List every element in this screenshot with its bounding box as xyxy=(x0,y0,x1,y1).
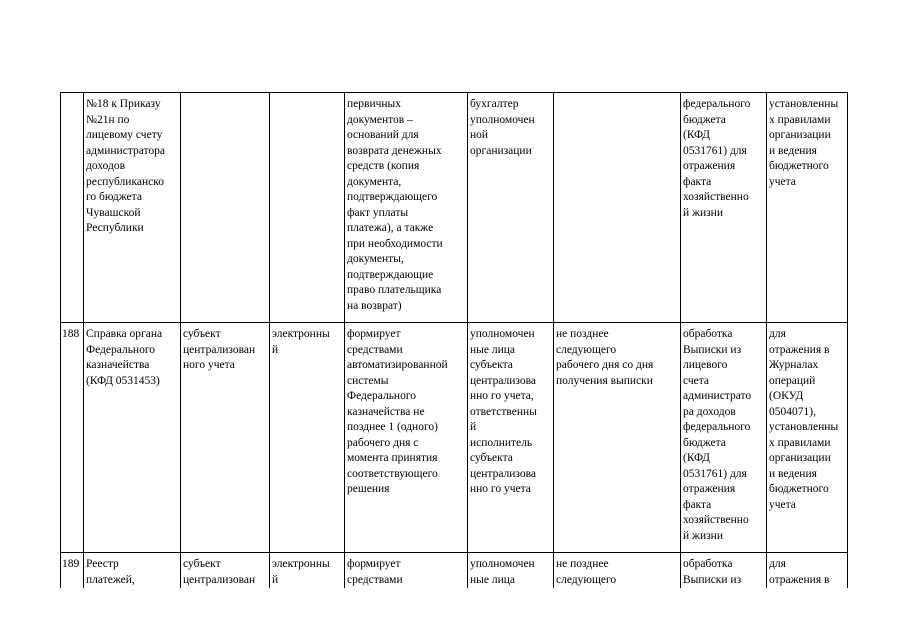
row-number-cell: 188 xyxy=(61,323,84,553)
deadline-cell: не позднее следующего xyxy=(554,553,681,633)
document-table xyxy=(60,92,848,633)
procedure-cell: первичных документов – оснований для возврата денежных средств (копия документа, подтверждающего факт уплаты платежа), а также при необходимости документы, подтверждающие право плательщика на возврат) xyxy=(345,93,468,323)
storage-cell: установленны х правилами организации и ведения бюджетного учета xyxy=(767,93,848,323)
document-name-cell: Реестр платежей, xyxy=(84,553,181,633)
procedure-cell: формирует средствами автоматизированной системы Федерального казначейства не позднее 1 (одного) рабочего дня с момента принятия соответствующего решения xyxy=(345,323,468,553)
table-row xyxy=(61,323,848,553)
creator-cell: субъект централизован ного учета xyxy=(181,323,270,553)
document-name-cell: №18 к Приказу №21н по лицевому счету администратора доходов республиканско го бюджета Чувашской Республики xyxy=(84,93,181,323)
deadline-cell: не позднее следующего рабочего дня со дня получения выписки xyxy=(554,323,681,553)
processing-cell: обработка Выписки из xyxy=(681,553,767,633)
responsible-cell: уполномочен ные лица xyxy=(468,553,554,633)
form-cell: электронны й xyxy=(270,323,345,553)
deadline-cell xyxy=(554,93,681,323)
page-bottom-margin xyxy=(0,588,905,640)
row-number-cell xyxy=(61,93,84,323)
procedure-cell: формирует средствами xyxy=(345,553,468,633)
responsible-cell: бухгалтер уполномочен ной организации xyxy=(468,93,554,323)
table-row xyxy=(61,93,848,323)
row-number-cell: 189 xyxy=(61,553,84,633)
creator-cell: субъект централизован xyxy=(181,553,270,633)
processing-cell: федерального бюджета (КФД 0531761) для отражения факта хозяйственно й жизни xyxy=(681,93,767,323)
responsible-cell: уполномочен ные лица субъекта централизова нно го учета, ответственны й исполнитель субъекта централизова нно го учета xyxy=(468,323,554,553)
processing-cell: обработка Выписки из лицевого счета администрато ра доходов федерального бюджета (КФД 0531761) для отражения факта хозяйственно й жизни xyxy=(681,323,767,553)
form-cell xyxy=(270,93,345,323)
creator-cell xyxy=(181,93,270,323)
storage-cell: для отражения в xyxy=(767,553,848,633)
document-name-cell: Справка органа Федерального казначейства (КФД 0531453) xyxy=(84,323,181,553)
storage-cell: для отражения в Журналах операций (ОКУД 0504071), установленны х правилами организации и ведения бюджетного учета xyxy=(767,323,848,553)
form-cell: электронны й xyxy=(270,553,345,633)
